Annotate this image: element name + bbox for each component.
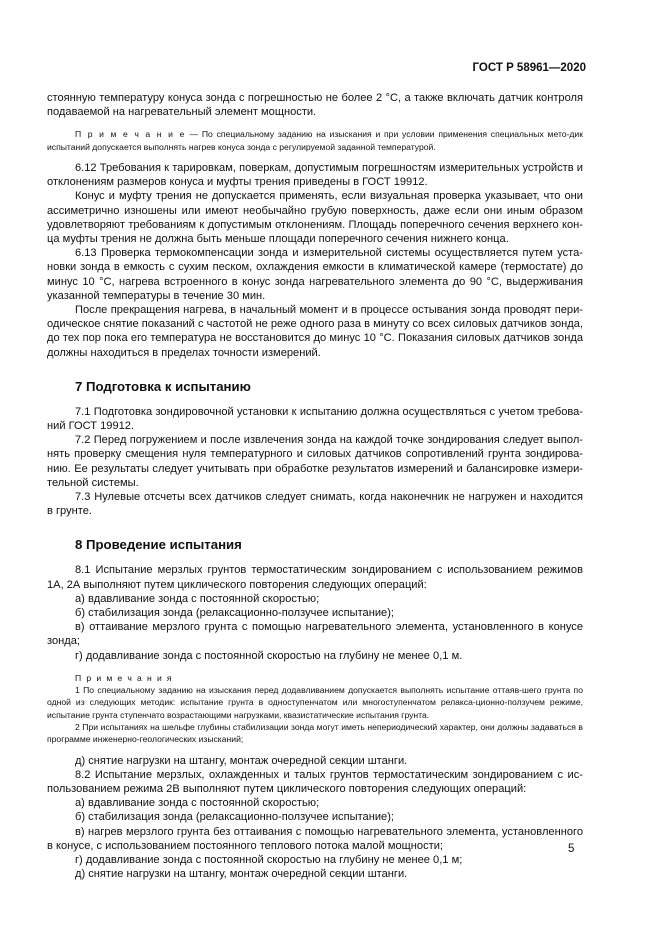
list-item: б) стабилизация зонда (релаксационно-ползучее испытание);	[75, 607, 394, 620]
note-8-1-1: 1 По специальному заданию на изыскания перед додавливанием допускается выполнять испытание оттаяв-шего грунта по одной из следующих методик: испытание грунта в одноступенчатом или многоступенчатом релакса-ционно-ползучем режиме, испытание грунта ступенчато возрастающими нагрузками, квазистатические испытания грунта.	[47, 685, 583, 720]
notes-label: П р и м е ч а н и я	[75, 672, 173, 683]
section-8-heading: 8 Проведение испытания	[75, 537, 242, 553]
page-number: 5	[568, 843, 575, 855]
note-text: — По специальному заданию на изыскания и при условии применения специальных мето-дик испытаний допускается выполнять нагрев конуса зонда с регулируемой заданной температурой.	[47, 129, 583, 152]
note-label: П р и м е ч а н и е	[75, 129, 186, 140]
paragraph-6-13: 6.13 Проверка термокомпенсации зонда и измерительной системы осуществляется путем уста-новки зонда в емкость с сухим песком, охлаждения емкости в климатической камере (термостате) до минус 10 °С, нагрева встроенного в конус зонда нагревательного элемента до 90 °С, выдерживания указанной температуры в течение 30 мин.	[47, 247, 583, 302]
paragraph-7-2: 7.2 Перед погружением и после извлечения зонда на каждой точке зондирования следует выпол-нять проверку смещения нуля температурного и силовых датчиков сопротивлений грунта зондирова-нию. Ее результаты следует учитывать при обработке результатов измерений и балансировке измери-тельной системы.	[47, 434, 583, 489]
list-item: а) вдавливание зонда с постоянной скоростью;	[75, 797, 320, 810]
list-item: д) снятие нагрузки на штангу, монтаж очередной секции штанги.	[75, 754, 408, 767]
list-item: г) додавливание зонда с постоянной скоростью на глубину не менее 0,1 м;	[75, 854, 463, 867]
list-item: в) оттаивание мерзлого грунта с помощью нагревательного элемента, установленного в конусе зонда;	[47, 621, 583, 648]
note-8-1-2: 2 При испытаниях на шельфе глубины стабилизации зонда могут иметь непериодический характер, они должны задаваться в программе инженерно-геологических изысканий;	[47, 722, 583, 745]
paragraph-6-13-cont: После прекращения нагрева, в начальный момент и в процессе остывания зонда проводят пери-одическое снятие показаний с частотой не реже одного раза в минуту со всех силовых датчиков зонда, до тех пор пока его температура не восстановится до минус 10 °С. Показания силовых датчиков зонда должны находиться в пределах точности измерений.	[47, 304, 583, 359]
paragraph-7-1: 7.1 Подготовка зондировочной установки к испытанию должна осуществляться с учетом требова-ний ГОСТ 19912.	[47, 405, 583, 433]
document-header: ГОСТ Р 58961—2020	[472, 62, 586, 74]
paragraph-8-1: 8.1 Испытание мерзлых грунтов термостатическим зондированием с использованием режимов 1А, 2А выполняют путем циклического повторения следующих операций:	[47, 564, 583, 591]
list-item: в) нагрев мерзлого грунта без оттаивания с помощью нагревательного элемента, установленного в конусе, с использованием постоянного теплового потока малой мощности;	[47, 825, 583, 852]
paragraph-8-2: 8.2 Испытание мерзлых, охлажденных и талых грунтов термостатическим зондированием с ис-пользованием режима 2В выполняют путем циклического повторения следующих операций:	[47, 768, 583, 796]
document-body	[47, 91, 583, 882]
list-item: б) стабилизация зонда (релаксационно-ползучее испытание);	[75, 811, 394, 824]
paragraph-intro: стоянную температуру конуса зонда с погрешностью не более 2 °С, а также включать датчик контроля подаваемой на нагревательный элемент мощности.	[47, 92, 583, 119]
paragraph-7-3: 7.3 Нулевые отсчеты всех датчиков следует снимать, когда наконечник не нагружен и находится в грунте.	[47, 491, 583, 518]
paragraph-6-12: 6.12 Требования к тарировкам, поверкам, допустимым погрешностям измерительных устройств и отклонениям размеров конуса и муфты трения приведены в ГОСТ 19912.	[47, 162, 583, 189]
list-item: г) додавливание зонда с постоянной скоростью на глубину не менее 0,1 м.	[75, 649, 463, 662]
list-item: д) снятие нагрузки на штангу, монтаж очередной секции штанги.	[75, 868, 408, 881]
paragraph-6-12-cont: Конус и муфту трения не допускается применять, если визуальная проверка указывает, что они ассиметрично изношены или имеют необычайно грубую поверхность, даже если они иным образом удовлетворяют требованиям к допустимым отклонениям. Площадь поперечного сечения верхнего кон-ца муфты трения не должна быть меньше площади поперечного сечения нижнего конца.	[47, 190, 583, 246]
section-7-heading: 7 Подготовка к испытанию	[75, 378, 251, 394]
list-item: а) вдавливание зонда с постоянной скоростью;	[75, 592, 320, 605]
note-6-11	[47, 128, 583, 153]
